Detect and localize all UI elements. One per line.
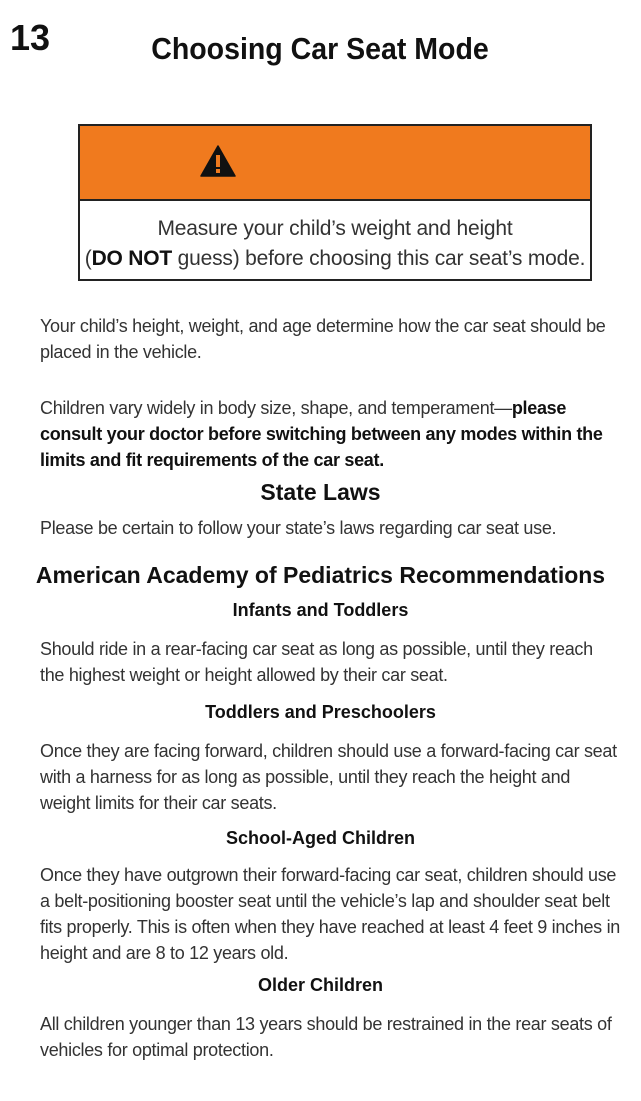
toddlers-text: Once they are facing forward, children should use a forward-facing car seat with a harness for as long as possible, until they reach the height and weight limits for their car seats. [40, 741, 617, 813]
state-laws-text: Please be certain to follow your state’s laws regarding car seat use. [40, 518, 557, 538]
page-number: 13 [10, 17, 51, 58]
school-aged-text: Once they have outgrown their forward-facing car seat, children should use a belt-positioning booster seat until the vehicle’s lap and shoulder seat belt fits properly. This is often when they have reached at least 4 feet 9 inches in height and are 8 to 12 years old. [40, 865, 620, 963]
infants-heading: Infants and Toddlers [232, 600, 409, 620]
doctor-advice: please consult your doctor before switching between any modes within the limits and fit requirements of the car seat. [40, 398, 603, 470]
school-aged-heading: School-Aged Children [226, 828, 415, 848]
warning-header [80, 126, 590, 201]
state-laws-heading: State Laws [260, 479, 381, 505]
warning-line-1: Measure your child’s weight and height [157, 217, 513, 240]
do-not-emphasis: DO NOT [91, 247, 173, 270]
warning-message [80, 201, 590, 274]
aap-heading: American Academy of Pediatrics Recommendations [35, 562, 606, 588]
older-children-text: All children younger than 13 years should be restrained in the rear seats of vehicles for optimal protection. [40, 1014, 612, 1060]
warning-triangle-icon [200, 145, 236, 177]
doctor-paragraph: Children vary widely in body size, shape, and temperament—please consult your doctor before switching between any modes within the limits and fit requirements of the car seat. [40, 398, 603, 470]
intro-paragraph: Your child’s height, weight, and age determine how the car seat should be placed in the vehicle. [40, 316, 606, 362]
warning-line-2: (DO NOT guess) before choosing this car seat’s mode. [84, 247, 586, 270]
warning-box [78, 124, 592, 281]
older-children-heading: Older Children [257, 975, 383, 995]
toddlers-heading: Toddlers and Preschoolers [205, 702, 436, 722]
page-title: Choosing Car Seat Mode [151, 31, 489, 66]
infants-text: Should ride in a rear-facing car seat as long as possible, until they reach the highest weight or height allowed by their car seat. [40, 639, 593, 685]
